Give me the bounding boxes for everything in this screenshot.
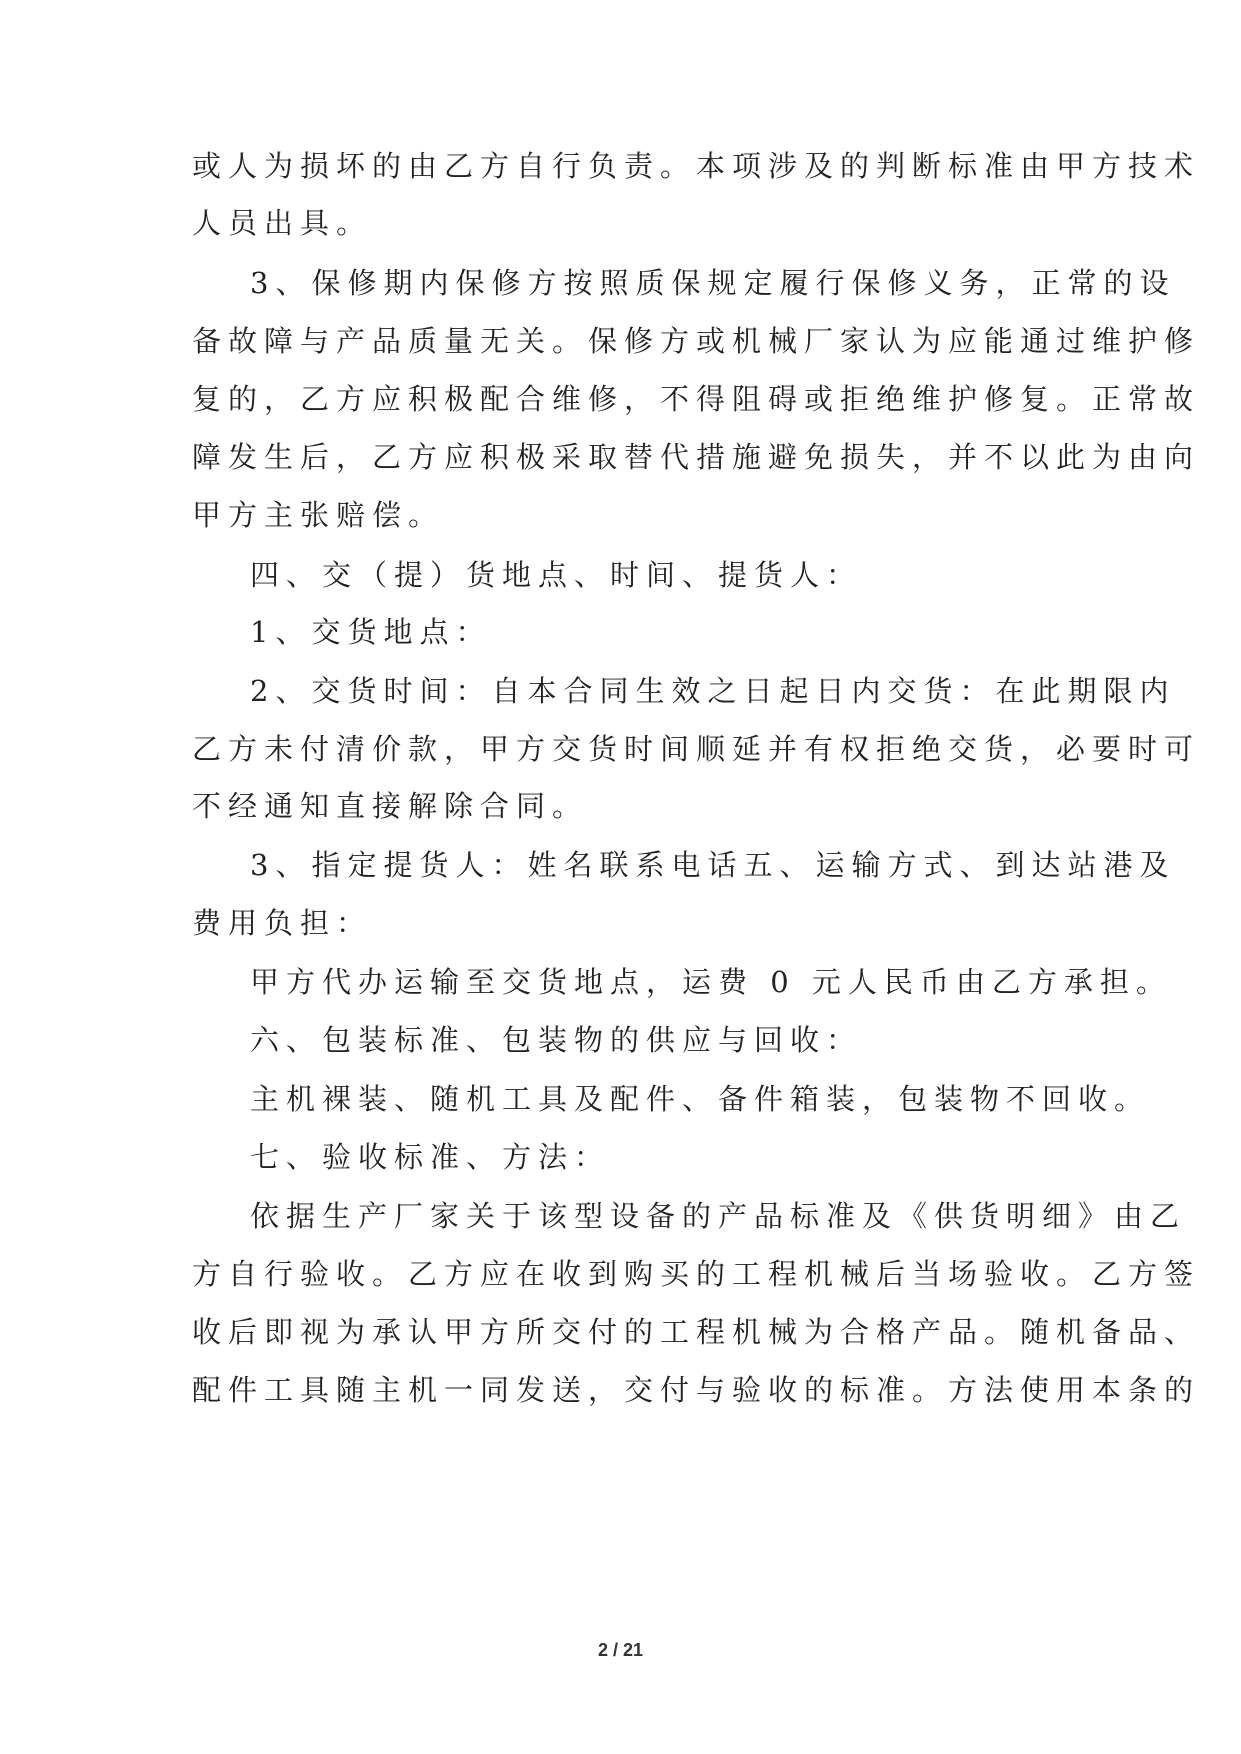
body-text-line: 或人为损坏的由乙方自行负责。本项涉及的判断标准由甲方技术 xyxy=(192,149,1201,183)
body-text-line: 方自行验收。乙方应在收到购买的工程机械后当场验收。乙方签 xyxy=(192,1257,1201,1291)
body-text-line: 备故障与产品质量无关。保修方或机械厂家认为应能通过维护修 xyxy=(192,324,1201,358)
body-text-line: 依据生产厂家关于该型设备的产品标准及《供货明细》由乙 xyxy=(250,1199,1187,1233)
body-text-line: 3、保修期内保修方按照质保规定履行保修义务，正常的设 xyxy=(250,266,1176,300)
body-text-line: 1、交货地点： xyxy=(250,615,492,649)
body-text-line: 3、指定提货人：姓名联系电话五、运输方式、到达站港及 xyxy=(250,848,1176,882)
section-heading: 四、交（提）货地点、时间、提货人： xyxy=(250,558,863,592)
body-text-line: 乙方未付清价款，甲方交货时间顺延并有权拒绝交货，必要时可 xyxy=(192,732,1201,766)
section-heading: 七、验收标准、方法： xyxy=(250,1140,611,1174)
section-heading: 六、包装标准、包装物的供应与回收： xyxy=(250,1023,863,1057)
body-text-line: 障发生后，乙方应积极采取替代措施避免损失，并不以此为由向 xyxy=(192,440,1201,474)
body-text-line: 复的，乙方应积极配合维修，不得阻碍或拒绝维护修复。正常故 xyxy=(192,382,1201,416)
body-text-line: 收后即视为承认甲方所交付的工程机械为合格产品。随机备品、 xyxy=(192,1315,1201,1349)
body-text-line: 不经通知直接解除合同。 xyxy=(192,789,589,823)
page-number: 2 / 21 xyxy=(597,1640,644,1660)
body-text-line: 2、交货时间：自本合同生效之日起日内交货：在此期限内 xyxy=(250,674,1176,708)
body-text-line: 甲方主张赔偿。 xyxy=(192,498,445,532)
body-text-line: 人员出具。 xyxy=(192,206,373,240)
body-text-line: 配件工具随主机一同发送，交付与验收的标准。方法使用本条的 xyxy=(192,1373,1201,1407)
body-text-line: 主机裸装、随机工具及配件、备件箱装，包装物不回收。 xyxy=(250,1082,1151,1116)
body-text-line: 甲方代办运输至交货地点，运费 0 元人民币由乙方承担。 xyxy=(250,965,1172,999)
body-text-line: 费用负担： xyxy=(192,906,373,940)
